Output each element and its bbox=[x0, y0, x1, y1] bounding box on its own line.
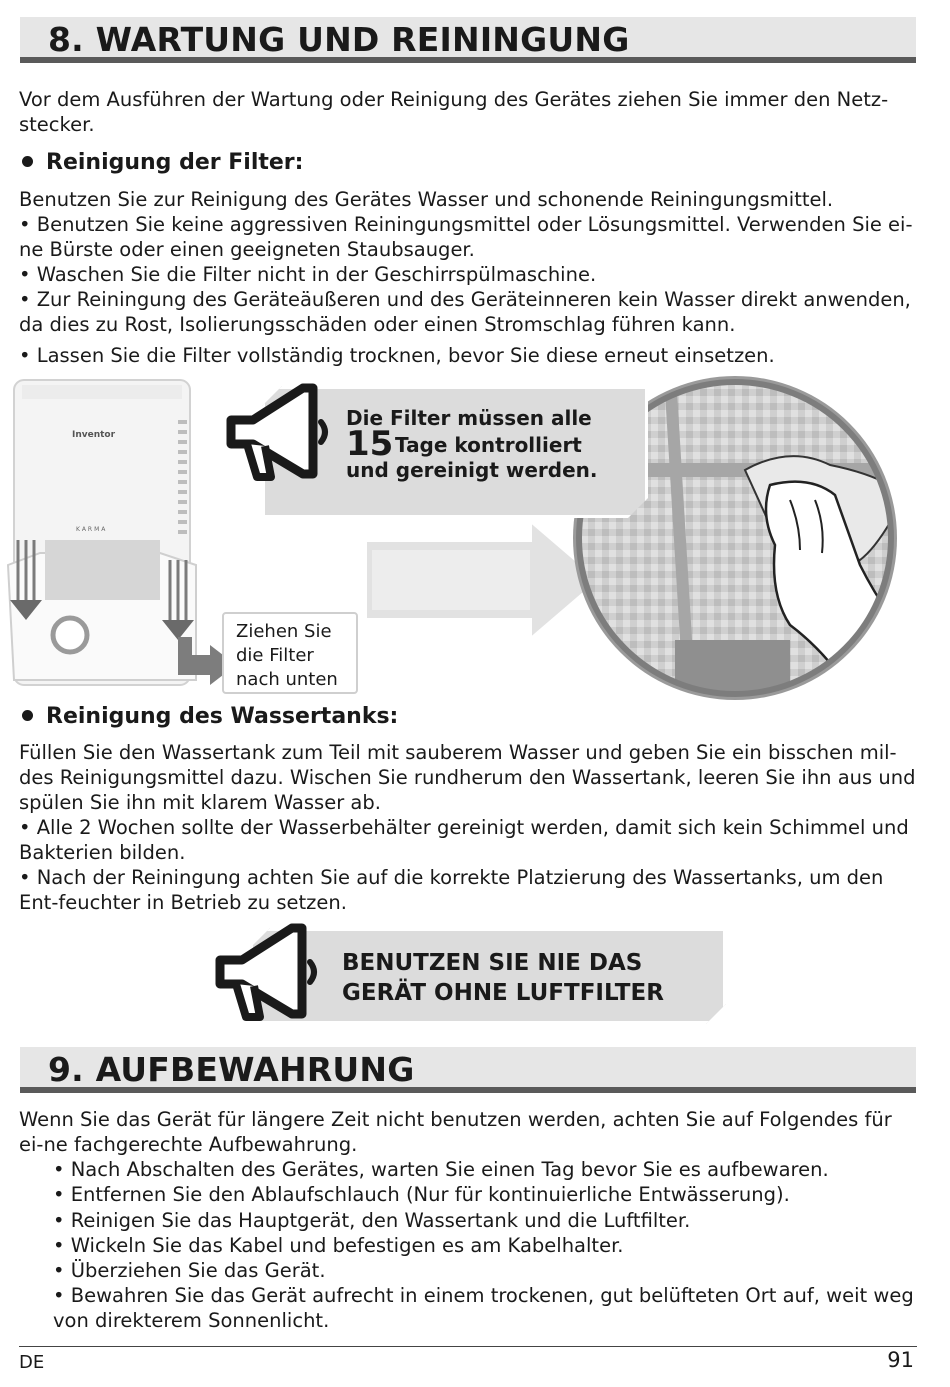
section-header-maintenance bbox=[20, 17, 916, 63]
device-brand-logo: Inventor bbox=[72, 430, 116, 440]
storage-item: • Wickeln Sie das Kabel und befestigen es am Kabelhalter. bbox=[53, 1234, 624, 1257]
intro-paragraph: Vor dem Ausführen der Wartung oder Reinigung des Gerätes ziehen Sie immer den Netz-stecker. bbox=[19, 88, 889, 136]
warning-line: GERÄT OHNE LUFTFILTER bbox=[342, 980, 664, 1006]
callout-line-1: Die Filter müssen alle bbox=[346, 406, 592, 430]
bullet-dot-icon bbox=[22, 156, 33, 167]
megaphone-icon bbox=[223, 382, 335, 482]
callout-number: 15 bbox=[346, 424, 394, 464]
bullet-dot-icon bbox=[22, 710, 33, 721]
storage-item: • Bewahren Sie das Gerät aufrecht in einem trockenen, gut belüfteten Ort auf, weit weg von direkterem Sonnenlicht. bbox=[53, 1284, 914, 1332]
tank-line: • Alle 2 Wochen sollte der Wasserbehälter gereinigt werden, damit sich kein Schimmel und Bakterien bilden. bbox=[19, 816, 909, 864]
filter-heading: Reinigung der Filter: bbox=[22, 150, 303, 175]
filter-line: • Lassen Sie die Filter vollständig trocknen, bevor Sie diese erneut einsetzen. bbox=[19, 344, 775, 367]
pull-note-line: Ziehen Sie bbox=[236, 621, 332, 642]
storage-item: • Reinigen Sie das Hauptgerät, den Wassertank und die Luftfilter. bbox=[53, 1209, 691, 1232]
tank-line: • Nach der Reiningung achten Sie auf die korrekte Platzierung des Wassertanks, um den Ent-feuchter in Betrieb zu setzen. bbox=[19, 866, 884, 914]
filter-line: • Zur Reiningung des Geräteäußeren und des Geräteinneren kein Wasser direkt anwenden, da dies zu Rost, Isolierungsschäden oder einen Stromschlag führen kann. bbox=[19, 288, 911, 336]
device-model-label: KARMA bbox=[76, 526, 108, 533]
footer-language: DE bbox=[19, 1352, 45, 1373]
callout-line-3: und gereinigt werden. bbox=[346, 458, 598, 482]
filter-line: • Waschen Sie die Filter nicht in der Geschirrspülmaschine. bbox=[19, 263, 597, 286]
warning-line: BENUTZEN SIE NIE DAS bbox=[342, 950, 643, 976]
storage-intro: Wenn Sie das Gerät für längere Zeit nicht benutzen werden, achten Sie auf Folgendes für ei-ne fachgerechte Aufbewahrung. bbox=[19, 1108, 892, 1156]
warning-text bbox=[342, 948, 664, 1008]
dehumidifier-icon bbox=[8, 380, 236, 685]
pull-note-box bbox=[222, 612, 358, 694]
storage-item: • Entfernen Sie den Ablaufschlauch (Nur für kontinuierliche Entwässerung). bbox=[53, 1183, 790, 1206]
filter-line: • Benutzen Sie keine aggressiven Reiningungsmittel oder Lösungsmittel. Verwenden Sie ei-ne Bürste oder einen geeigneten Staubsauger. bbox=[19, 213, 913, 261]
tank-heading: Reinigung des Wassertanks: bbox=[22, 704, 398, 729]
megaphone-icon bbox=[212, 922, 324, 1022]
tank-line: Füllen Sie den Wassertank zum Teil mit sauberem Wasser und geben Sie ein bisschen mil-des Reinigungsmittel dazu. Wischen Sie rundherum den Wassertank, leeren Sie ihn aus und spülen Sie ihn mit klarem Wasser ab. bbox=[19, 741, 916, 814]
pull-note-line: nach unten bbox=[236, 669, 338, 690]
storage-item: • Nach Abschalten des Gerätes, warten Sie einen Tag bevor Sie es aufbewaren. bbox=[53, 1158, 829, 1181]
storage-item: • Überziehen Sie das Gerät. bbox=[53, 1259, 326, 1282]
filter-line: Benutzen Sie zur Reinigung des Gerätes Wasser und schonende Reiningungsmittel. bbox=[19, 188, 834, 211]
section-title: 8. WARTUNG UND REININGUNG bbox=[48, 20, 630, 59]
section-title: 9. AUFBEWAHRUNG bbox=[48, 1050, 415, 1089]
pull-note-line: die Filter bbox=[236, 645, 314, 666]
callout-line-2: Tage kontrolliert bbox=[395, 433, 582, 457]
page-number: 91 bbox=[887, 1348, 914, 1372]
arrow-icon bbox=[365, 520, 600, 640]
footer-divider bbox=[19, 1346, 917, 1347]
section-header-storage bbox=[20, 1047, 916, 1093]
